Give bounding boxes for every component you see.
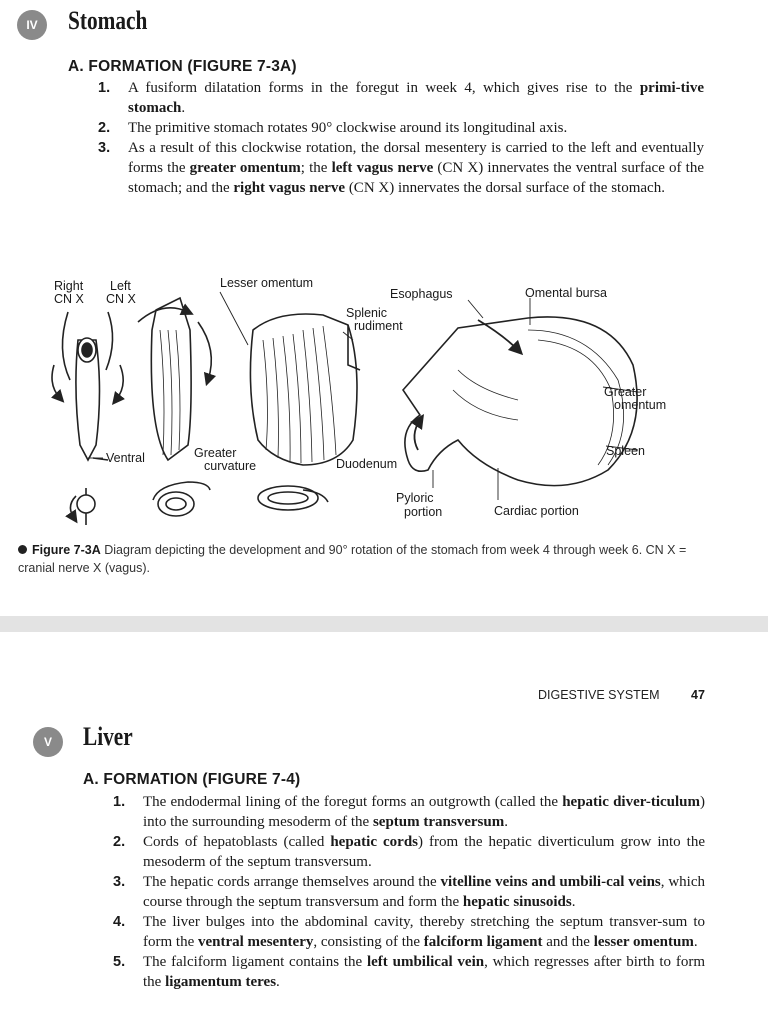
label-greater-omentum-2: omentum <box>614 398 667 412</box>
stomach-rotation-figure <box>48 270 678 532</box>
label-right-cnx-2: CN X <box>54 292 84 306</box>
list-item-text: Cords of hepatoblasts (called hepatic cords) from the hepatic diverticulum grow into the mesoderm of the septum transversum. <box>143 834 705 870</box>
list-item <box>113 912 705 952</box>
list-item-number: 2. <box>98 120 111 136</box>
running-head: DIGESTIVE SYSTEM <box>538 688 660 702</box>
list-item-text: The liver bulges into the abdominal cavity, thereby stretching the septum transver-sum to form the ventral mesentery, consisting of the falciform ligament and the lesser omentum. <box>143 914 705 950</box>
label-spleen: Spleen <box>606 444 645 458</box>
section-title: Liver <box>83 722 133 751</box>
list-item <box>113 952 705 992</box>
list-item-number: 4. <box>113 914 126 930</box>
label-greater-curvature: Greater <box>194 446 237 460</box>
numbered-list <box>113 792 705 992</box>
list-item <box>98 78 704 118</box>
label-greater-curvature-2: curvature <box>204 459 257 473</box>
list-item-text: The falciform ligament contains the left umbilical vein, which regresses after birth to form the ligamentum teres. <box>143 954 705 990</box>
list-item-text: The endodermal lining of the foregut forms an outgrowth (called the hepatic diver-ticulum) into the surrounding mesoderm of the septum transversum. <box>143 794 705 830</box>
caption-text: Diagram depicting the development and 90° rotation of the stomach from week 4 through week 6. CN X = cranial nerve X (vagus). <box>18 543 687 575</box>
label-pyloric-portion: portion <box>404 505 443 519</box>
list-item <box>113 872 705 912</box>
section-badge: IV <box>17 10 47 40</box>
label-lesser-omentum: Lesser omentum <box>220 276 314 290</box>
list-item-text: A fusiform dilatation forms in the foregut in week 4, which gives rise to the primi-tive stomach. <box>128 80 704 116</box>
numbered-list <box>98 78 704 198</box>
label-greater-omentum: Greater <box>604 385 647 399</box>
label-splenic-rudiment: rudiment <box>354 319 403 333</box>
label-pyloric: Pyloric <box>396 491 434 505</box>
label-left-cnx: Left <box>110 279 131 293</box>
list-item-number: 3. <box>113 874 126 890</box>
label-cardiac-portion: Cardiac portion <box>494 504 579 518</box>
label-splenic: Splenic <box>346 306 387 320</box>
bullet-icon <box>18 545 27 554</box>
section-badge: V <box>33 727 63 757</box>
caption-label: Figure 7-3A <box>32 543 101 557</box>
label-esophagus: Esophagus <box>390 287 453 301</box>
label-omental-bursa: Omental bursa <box>525 286 607 300</box>
list-item <box>113 792 705 832</box>
list-item-number: 3. <box>98 140 111 156</box>
list-item-number: 2. <box>113 834 126 850</box>
label-duodenum: Duodenum <box>336 457 398 471</box>
label-ventral: Ventral <box>106 451 145 465</box>
list-item-text: As a result of this clockwise rotation, the dorsal mesentery is carried to the left and eventually forms the greater omentum; the left vagus nerve (CN X) innervates the ventral surface of the stomach; and the right vagus nerve (CN X) innervates the dorsal surface of the stomach. <box>128 140 705 196</box>
list-item-number: 1. <box>98 80 111 96</box>
subheading: A. FORMATION (FIGURE 7-3A) <box>68 58 297 75</box>
page-number: 47 <box>691 688 705 702</box>
list-item <box>98 118 704 138</box>
label-right-cnx: Right <box>54 279 84 293</box>
list-item-number: 1. <box>113 794 126 810</box>
list-item-text: The hepatic cords arrange themselves around the vitelline veins and umbili-cal veins, which course through the septum transversum and form the hepatic sinusoids. <box>143 874 705 910</box>
list-item-number: 5. <box>113 954 126 970</box>
list-item <box>98 138 704 198</box>
label-left-cnx-2: CN X <box>106 292 136 306</box>
list-item-text: The primitive stomach rotates 90° clockwise around its longitudinal axis. <box>128 120 568 136</box>
figure-caption <box>18 541 718 577</box>
page-separator <box>0 616 768 632</box>
subheading: A. FORMATION (FIGURE 7-4) <box>83 771 301 788</box>
list-item <box>113 832 705 872</box>
section-title: Stomach <box>68 6 148 35</box>
